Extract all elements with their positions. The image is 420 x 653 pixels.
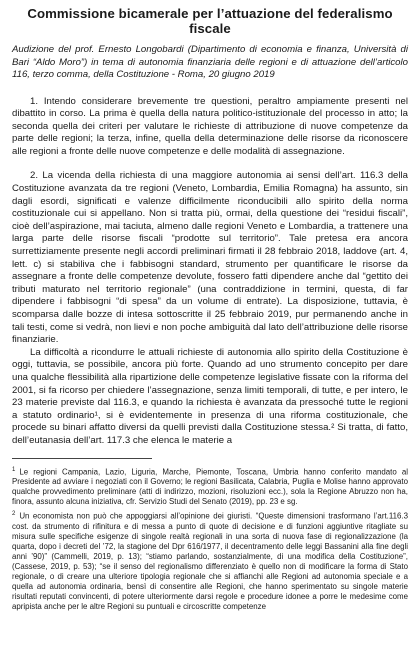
paragraph-2: 2. La vicenda della richiesta di una maggiore autonomia ai sensi dell’art. 116.3 della Costituzione avanzata da tre regioni (Veneto, Lombardia, Emilia Romagna) ha assunto, sin dagli esordi, significati e valenze difficilmente riconducibili allo spirito della norma costituzionale cui si appellano. Non si tratta più, ormai, della questione dei “residui fiscali”, cioè dell’aspirazione, mai taciuta, almeno dalle regioni Veneto e Lombardia, a trattenere una larga parte delle risorse fiscali “prodotte sul territorio”. Tale pretesa era ancora surrettiziamente presente negli accordi preliminari firmati il 28 febbraio 2018, laddove (art. 4, lett. c) si stabiliva che i fabbisogni standard, strumento per quantificare le risorse da assegnare a fronte delle competenze devolute, fossero fatti dipendere anche dal “gettito dei tributi maturato nel territorio regionale” (una contraddizione in termini, questa, di far dipendere i fabbisogni “di spesa” da un volume di entrate). La disposizione, tuttavia, è scomparsa dalle bozze di intesa sottoscritte il 25 febbraio 2019, pur permanendo anche in tali testi, come si vedrà, non lievi e non poche ambiguità dal lato dell’attribuzione delle risorse finanziarie. (12, 170, 408, 346)
footnote-text: Un economista non può che appoggiarsi all’opinione dei giuristi. “Queste dimensioni trasformano l’art.116.3 cost. da strumento di rifinitura e di messa a punto di quote di decisione e di funzioni aggiuntive ritagliate su misura sulle specifiche esigenze di singole realtà regionali in una sorta di nuova fase di regionalizzazione (la quarta, dopo i decreti del ’72, la stagione del Dpr 616/1977, il decentramento delle leggi Bassanini alla fine degli anni ’90)” (Cammelli, 2019, p. 13); “stiamo parlando, sostanzialmente, di una modifica della Costituzione”, (Cassese, 2019, p. 53); “se il senso del regionalismo differenziato è quello non di modificare la forma di Stato regionale, o di creare una ulteriore tipologia regionale che si affianchi alle Regioni ad autonomia speciale e a quella ad autonomia ordinaria, bensì di consentire alle Regioni, che hanno sperimentato su singole materie risultati reputati convincenti, di potere ulteriormente darsi regole e procedure idonee a porre le medesime come apripista anche per le altre Regioni su puntuali e circoscritte competenze (12, 511, 408, 611)
footnote-1 (12, 465, 408, 508)
footnote-2 (12, 509, 408, 612)
paragraph-3: La difficoltà a ricondurre le attuali richieste di autonomia allo spirito della Costituzione è oggi, tuttavia, se possibile, ancora più forte. Quando ad uno strumento concepito per dare una qualche flessibilità alla ripartizione delle competenze legislative fissate con la riforma del 2001, si fa ricorso per chiedere l’assegnazione, senza limiti temporali, di tutte, e per intero, le 23 materie previste dal 116.3, e quando la richiesta è avanzata da pressoché tutte le regioni a statuto ordinario¹, si è evidentemente in presenza di una riforma costituzionale, che procede su binari affatto diversi da quelli previsti dalla Costituzione stessa.² Si tratta, di fatto, dell’eutanasia dell’art. 117.3 che elenca le materie a (12, 346, 408, 446)
footnote-text: Le regioni Campania, Lazio, Liguria, Marche, Piemonte, Toscana, Umbria hanno conferito mandato al Presidente ad avviare i negoziati con il Governo; le regioni Basilicata, Calabria, Puglia e Molise hanno approvato qualche provvedimento preliminare (atti di indirizzo, mozioni, risoluzioni ecc.), sola la Regione Abruzzo non ha, finora, assunto alcuna iniziativa, cfr. Servizio Studi del Senato (2019), pp. 23 e sg. (12, 467, 408, 507)
intro-text: Audizione del prof. Ernesto Longobardi (Dipartimento di economia e finanza, Università di Bari “Aldo Moro”) in tema di autonomia finanziaria delle regioni e di attuazione dell’articolo 116, terzo comma, della Costituzione - Roma, 20 giugno 2019 (12, 44, 408, 80)
footnote-number: 1 (12, 466, 16, 473)
footnote-divider (12, 458, 152, 459)
paragraph-gap (12, 158, 408, 170)
paragraph-1: 1. Intendo considerare brevemente tre questioni, peraltro ampiamente presenti nel dibattito in corso. La prima è quella della natura politico-istituzionale del processo in atto; la seconda quella dei criteri per valutare le richieste di attribuzione di nuove competenze da parte delle regioni; la terza, infine, quella della determinazione delle risorse da riconoscere alle regioni a fronte delle nuove competenze e delle modalità di assegnazione. (12, 95, 408, 157)
footnote-number: 2 (12, 511, 16, 518)
page-title: Commissione bicamerale per l’attuazione del federalismo fiscale (27, 6, 393, 36)
